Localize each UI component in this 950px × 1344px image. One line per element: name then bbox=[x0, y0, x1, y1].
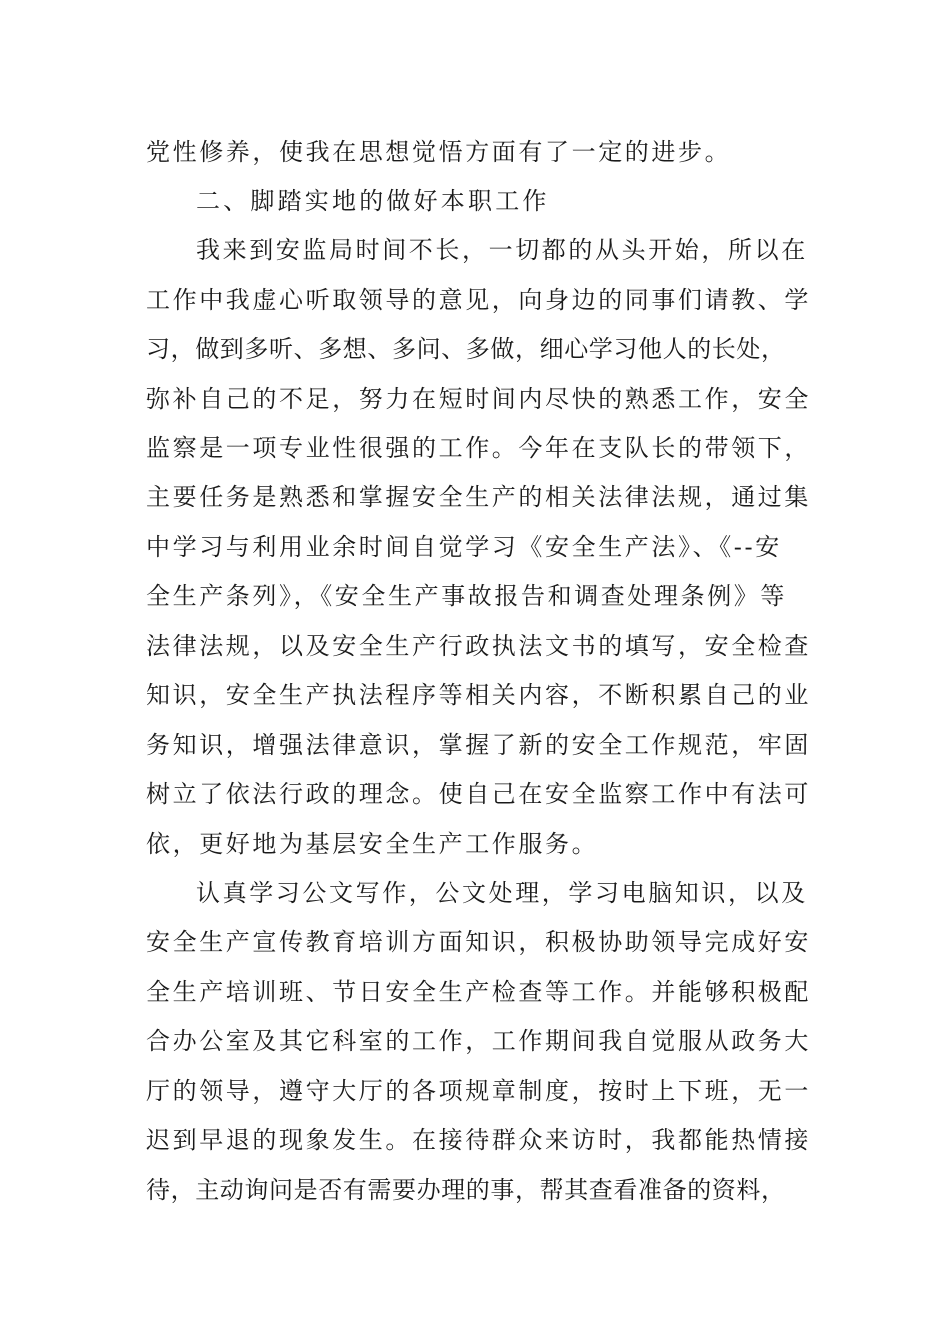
text-line: 树立了依法行政的理念。使自己在安全监察工作中有法可 bbox=[146, 780, 811, 808]
text-line: 厅的领导，遵守大厅的各项规章制度，按时上下班，无一 bbox=[146, 1077, 811, 1105]
text-line: 主要任务是熟悉和掌握安全生产的相关法律法规，通过集 bbox=[146, 483, 811, 511]
text-line: 迟到早退的现象发生。在接待群众来访时，我都能热情接 bbox=[146, 1126, 811, 1154]
text-line: 全生产培训班、节日安全生产检查等工作。并能够积极配 bbox=[146, 978, 811, 1006]
text-line: 依，更好地为基层安全生产工作服务。 bbox=[146, 830, 599, 858]
text-line: 法律法规，以及安全生产行政执法文书的填写，安全检查 bbox=[146, 632, 811, 660]
text-line: 待，主动询问是否有需要办理的事，帮其查看准备的资料， bbox=[146, 1176, 786, 1204]
text-line: 工作中我虚心听取领导的意见，向身边的同事们请教、学 bbox=[146, 286, 811, 314]
text-line: 知识，安全生产执法程序等相关内容，不断积累自己的业 bbox=[146, 681, 811, 709]
text-line: 务知识，增强法律意识，掌握了新的安全工作规范，牢固 bbox=[146, 731, 811, 759]
text-line: 弥补自己的不足，努力在短时间内尽快的熟悉工作，安全 bbox=[146, 385, 811, 413]
text-line: 习，做到多听、多想、多问、多做，细心学习他人的长处， bbox=[146, 335, 786, 363]
text-line: 党性修养，使我在思想觉悟方面有了一定的进步。 bbox=[146, 138, 732, 166]
text-line: 安全生产宣传教育培训方面知识，积极协助领导完成好安 bbox=[146, 928, 811, 956]
text-line: 我来到安监局时间不长，一切都的从头开始，所以在 bbox=[196, 236, 808, 264]
text-line: 合办公室及其它科室的工作，工作期间我自觉服从政务大 bbox=[146, 1027, 811, 1055]
text-line: 全生产条列》，《安全生产事故报告和调查处理条例》等 bbox=[146, 582, 787, 610]
section-heading: 二、脚踏实地的做好本职工作 bbox=[196, 187, 550, 215]
text-line: 认真学习公文写作，公文处理，学习电脑知识，以及 bbox=[196, 879, 808, 907]
text-line: 中学习与利用业余时间自觉学习《安全生产法》、《--安 bbox=[146, 533, 782, 561]
text-line: 监察是一项专业性很强的工作。今年在支队长的带领下， bbox=[146, 434, 811, 462]
